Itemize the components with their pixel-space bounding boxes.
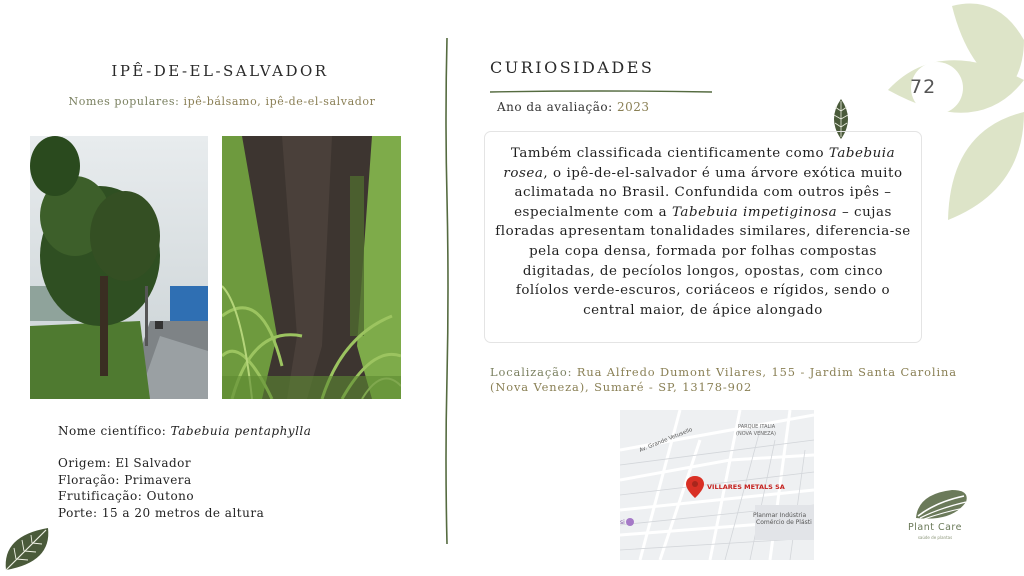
tree-street-photo	[30, 136, 208, 399]
evaluation-year-value: 2023	[616, 100, 650, 114]
map-area-label-2: (NOVA VENEZA)	[736, 431, 776, 437]
flowering: Floração: Primavera	[58, 472, 192, 487]
location-map[interactable]	[620, 410, 814, 560]
tree-trunk-photo	[222, 136, 401, 399]
plant-title: IPÊ-DE-EL-SALVADOR	[111, 62, 329, 80]
brand-tagline: saúde de plantas	[917, 535, 953, 540]
vertical-divider	[444, 38, 450, 548]
curiosity-text-3: , o ipê-de-el-salvador é uma árvore exótica muito aclimatada no Brasil. Confundida com outros ipês – especialmente com a	[514, 165, 903, 220]
size: Porte: 15 a 20 metros de altura	[58, 505, 265, 520]
plant-details	[58, 455, 264, 521]
map-poi-label-2: Comércio de Plásti	[756, 519, 812, 526]
scientific-name-label: Nome científico:	[58, 424, 167, 438]
map-edge-label: si	[620, 519, 625, 526]
leaf-icon	[2, 526, 52, 576]
curiosity-text-box	[484, 131, 922, 343]
map-area-label-1: PARQUE ITALIA	[738, 424, 776, 430]
evaluation-year	[497, 100, 650, 114]
scientific-name	[58, 423, 311, 440]
curiosity-text-italic-1: Tabebuia rosea	[503, 146, 896, 181]
popular-names-label: Nomes populares:	[68, 95, 180, 108]
location-label: Localização:	[490, 365, 573, 379]
map-poi-label-1: Planmar Indústria	[753, 512, 807, 519]
map-pin-label: VILLARES METALS SA	[707, 483, 785, 491]
curiosity-text-5: – cujas floradas apresentam tonalidades similares, diferencia-se pela copa densa, formada por folhas compostas digitadas, de pecíolos longos, opostas, com cinco folíolos verde-escuros, coriáceos e rígidos, sendo o central maior, de ápice alongado	[495, 204, 911, 318]
decorative-leaves	[858, 0, 1024, 229]
location-value: Rua Alfredo Dumont Vilares, 155 - Jardim Santa Carolina (Nova Veneza), Sumaré - SP, 13178-902	[490, 365, 957, 394]
popular-names-value: ipê-bálsamo, ipê-de-el-salvador	[183, 95, 376, 108]
plant-care-logo	[912, 488, 970, 526]
section-title: CURIOSIDADES	[490, 58, 655, 77]
brand-name: Plant Care	[908, 522, 962, 533]
origin: Origem: El Salvador	[58, 456, 192, 470]
page-number: 72	[910, 76, 937, 98]
title-underline	[490, 80, 712, 99]
location	[490, 365, 990, 395]
map-street-label: Av. Grande Vetusello	[638, 427, 694, 454]
map-poi-icon	[626, 518, 634, 526]
curiosity-text-1: Também classificada cientificamente como	[510, 146, 825, 161]
fruiting: Frutificação: Outono	[58, 489, 195, 503]
curiosity-text-italic-2: Tabebuia impetiginosa	[671, 204, 838, 220]
scientific-name-value: Tabebuia pentaphylla	[170, 424, 312, 438]
popular-names	[0, 95, 444, 108]
evaluation-year-label: Ano da avaliação:	[497, 100, 613, 114]
